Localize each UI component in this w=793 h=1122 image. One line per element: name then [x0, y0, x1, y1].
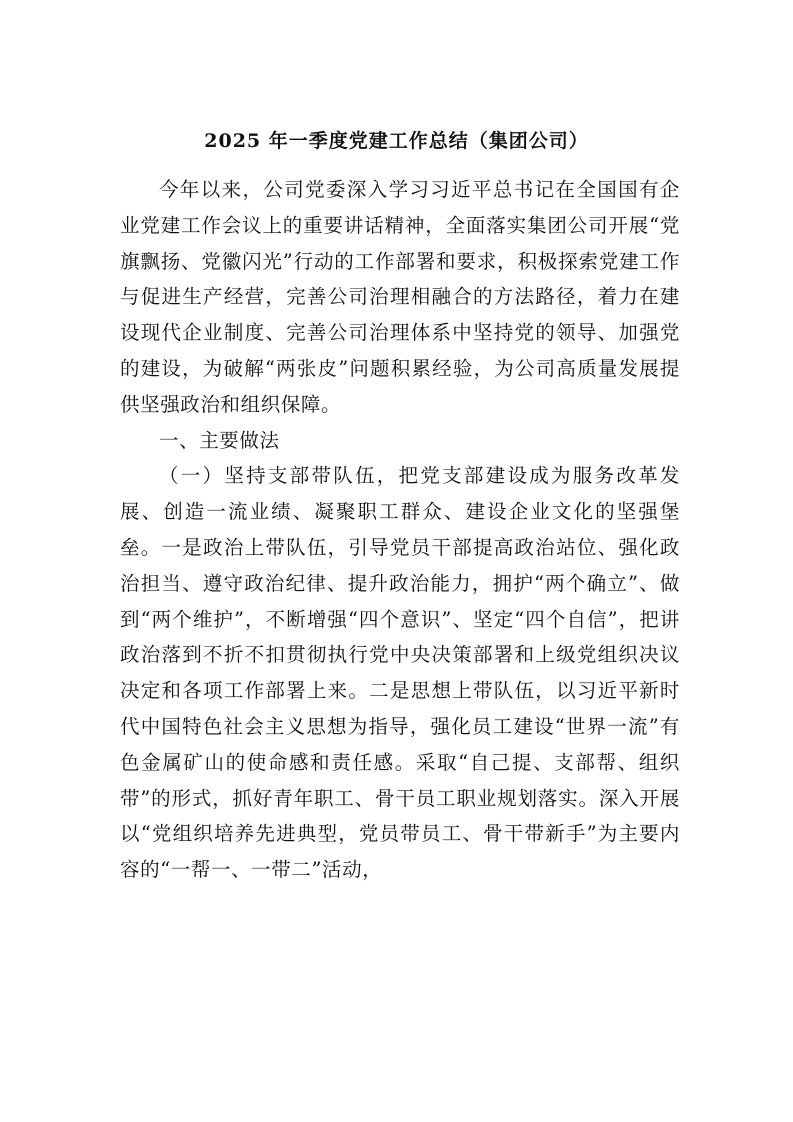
document-body — [120, 172, 680, 888]
subsection-paragraph: （一）坚持支部带队伍，把党支部建设成为服务改革发展、创造一流业绩、凝聚职工群众、建设企业文化的坚强堡垒。一是政治上带队伍，引导党员干部提高政治站位、强化政治担当、遵守政治纪律、提升政治能力，拥护“两个确立”、做到“两个维护”，不断增强“四个意识”、坚定“四个自信”，把讲政治落到不折不扣贯彻执行党中央决策部署和上级党组织决议决定和各项工作部署上来。二是思想上带队伍，以习近平新时代中国特色社会主义思想为指导，强化员工建设“世界一流”有色金属矿山的使命感和责任感。采取“自己提、支部帮、组织带”的形式，抓好青年职工、骨干员工职业规划落实。深入开展以“党组织培养先进典型，党员带员工、骨干带新手”为主要内容的“一帮一、一带二”活动， — [120, 464, 680, 882]
document-title: 2025 年一季度党建工作总结（集团公司） — [204, 130, 589, 152]
section-heading: 一、主要做法 — [159, 428, 280, 452]
intro-paragraph: 今年以来，公司党委深入学习习近平总书记在全国国有企业党建工作会议上的重要讲话精神，全面落实集团公司开展“党旗飘扬、党徽闪光”行动的工作部署和要求，积极探索党建工作与促进生产经营，完善公司治理相融合的方法路径，着力在建设现代企业制度、完善公司治理体系中坚持党的领导、加强党的建设，为破解“两张皮”问题积累经验，为公司高质量发展提供坚强政治和组织保障。 — [120, 178, 680, 416]
